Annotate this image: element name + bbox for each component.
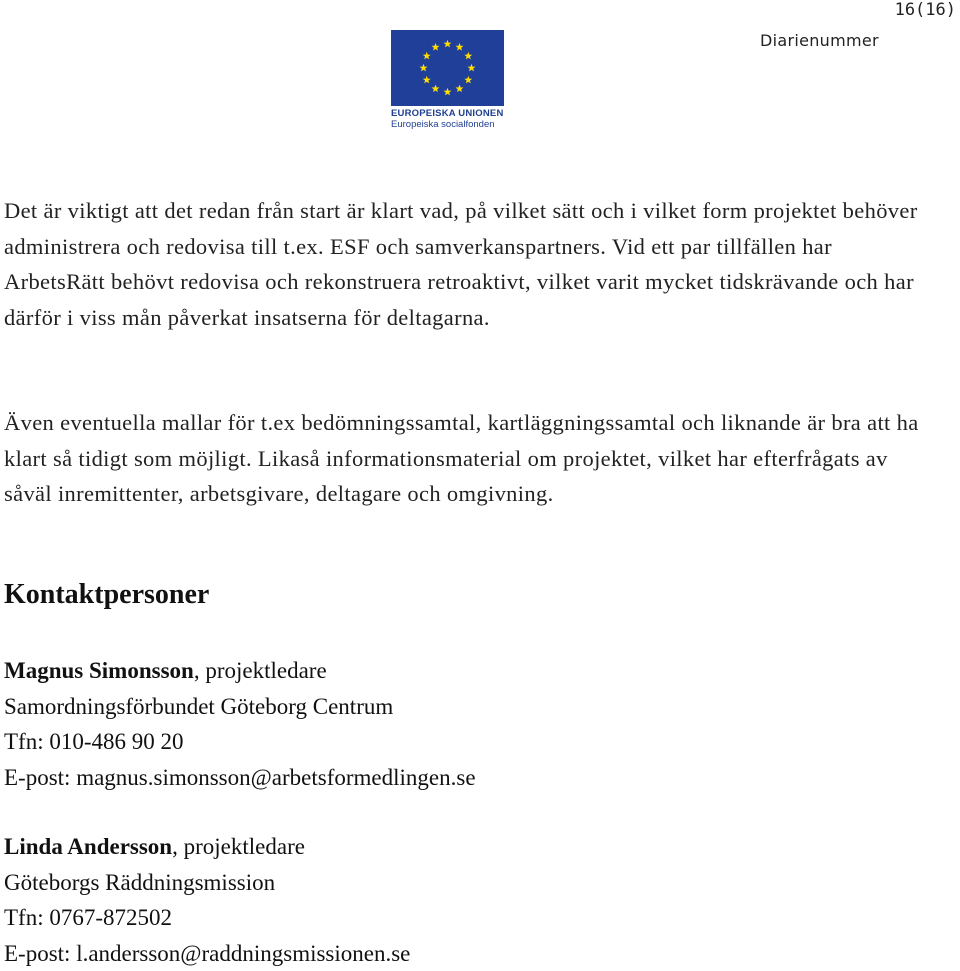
body-paragraph-2: Även eventuella mallar för t.ex bedömningssamtal, kartläggningssamtal och liknande är bra att ha klart så tidigt som möjligt. Likaså informationsmaterial om projektet, vilket har efterfrågats av såväl inremittenter, arbetsgivare, deltagare och omgivning.	[4, 405, 924, 512]
contact-phone: Tfn: 010-486 90 20	[4, 724, 476, 760]
contact-phone: Tfn: 0767-872502	[4, 900, 410, 936]
eu-logo-line1: EUROPEISKA UNIONEN	[391, 108, 504, 119]
eu-logo-line2: Europeiska socialfonden	[391, 119, 504, 130]
contact-name-line	[4, 829, 410, 865]
contact-name: Linda Andersson	[4, 834, 172, 859]
contact-role: , projektledare	[172, 834, 305, 859]
contact-email: E-post: l.andersson@raddningsmissionen.se	[4, 936, 410, 971]
diarienummer-label: Diarienummer	[760, 31, 879, 50]
contact-email: E-post: magnus.simonsson@arbetsformedlingen.se	[4, 760, 476, 796]
contact-organization: Göteborgs Räddningsmission	[4, 865, 410, 901]
contact-name-line	[4, 653, 476, 689]
contacts-heading: Kontaktpersoner	[4, 579, 209, 611]
contact-role: , projektledare	[194, 658, 327, 683]
body-paragraph-1: Det är viktigt att det redan från start är klart vad, på vilket sätt och i vilket form projektet behöver administrera och redovisa till t.ex. ESF och samverkanspartners. Vid ett par tillfällen har ArbetsRätt behövt redovisa och rekonstruera retroaktivt, vilket varit mycket tidskrävande och har därför i viss mån påverkat insatserna för deltagarna.	[4, 193, 924, 335]
contact-organization: Samordningsförbundet Göteborg Centrum	[4, 689, 476, 725]
contact-card	[4, 653, 476, 795]
eu-logo	[391, 30, 504, 130]
page-number: 16(16)	[895, 0, 956, 20]
contact-card	[4, 829, 410, 971]
eu-flag-icon	[391, 30, 504, 106]
contact-name: Magnus Simonsson	[4, 658, 194, 683]
